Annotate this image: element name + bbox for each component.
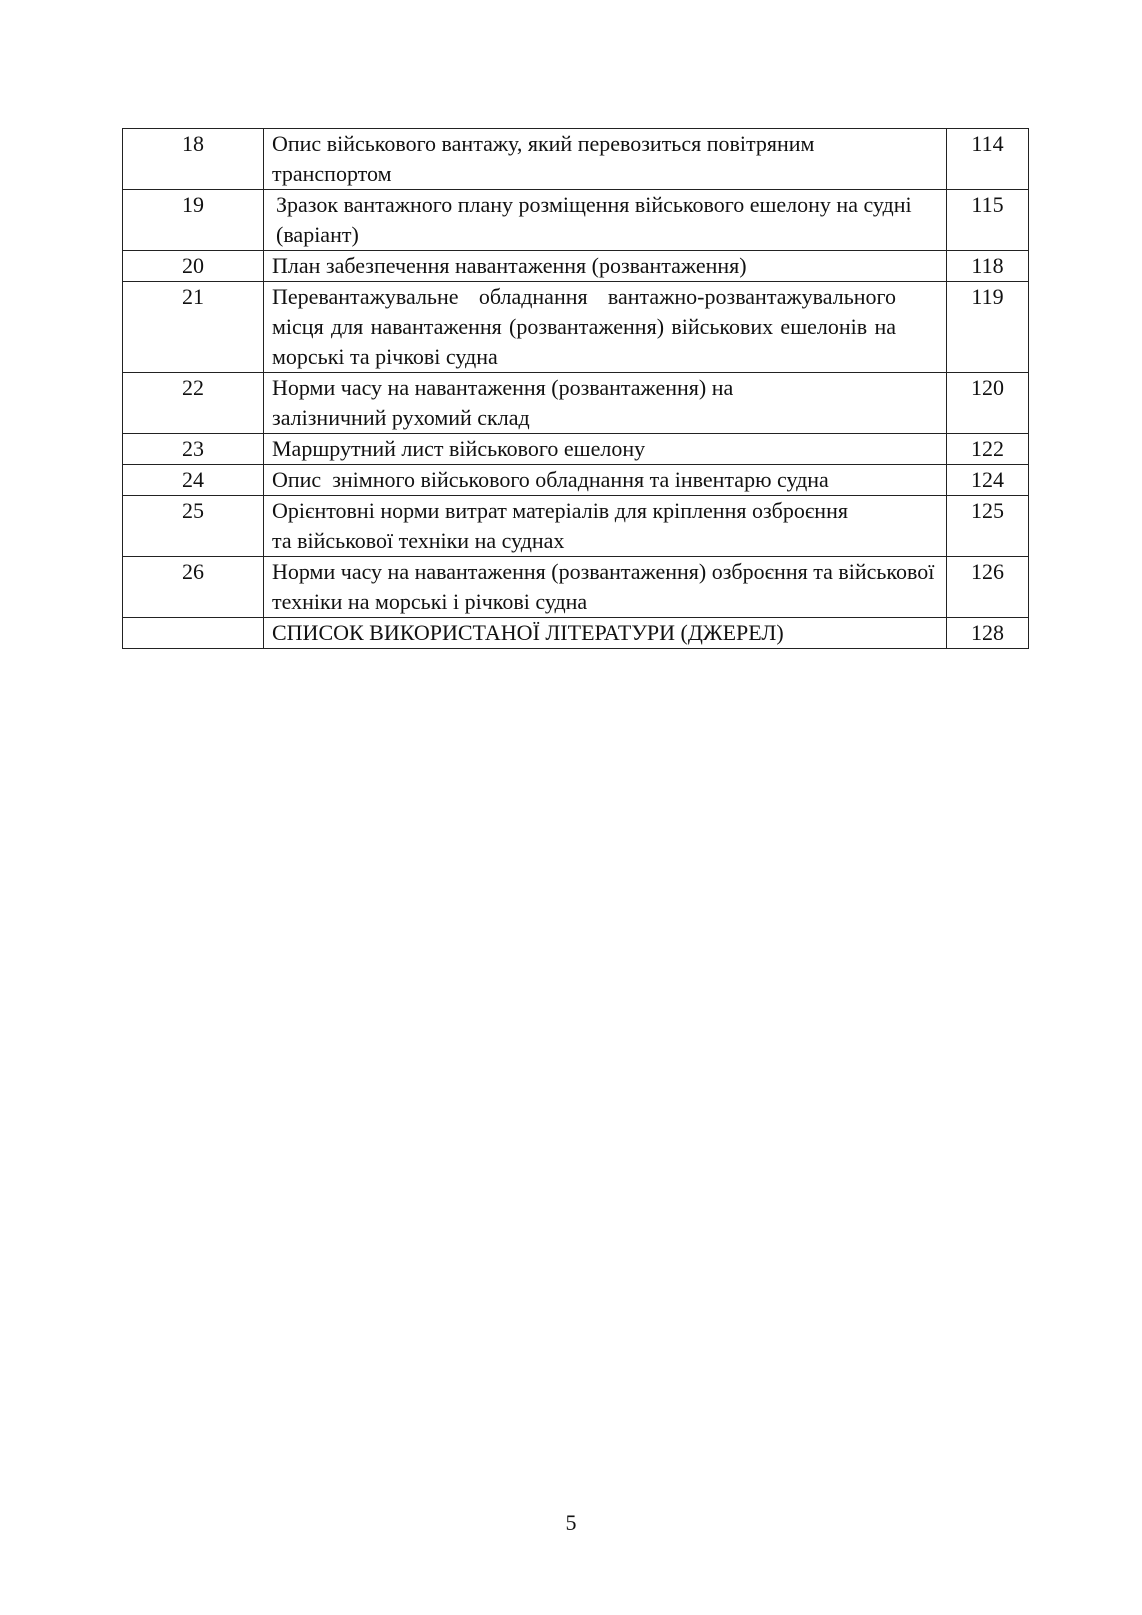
page-ref: 119 bbox=[947, 282, 1029, 373]
page-ref: 120 bbox=[947, 373, 1029, 434]
appendix-number: 19 bbox=[123, 190, 264, 251]
appendix-number: 22 bbox=[123, 373, 264, 434]
appendix-title: Опис військового вантажу, який перевозиться повітряним транспортом bbox=[264, 129, 947, 190]
page-ref: 118 bbox=[947, 251, 1029, 282]
page-ref: 124 bbox=[947, 465, 1029, 496]
table-of-contents bbox=[122, 128, 1029, 649]
page-ref: 126 bbox=[947, 557, 1029, 618]
appendix-title: Опис знімного військового обладнання та інвентарю судна bbox=[264, 465, 947, 496]
page-ref: 114 bbox=[947, 129, 1029, 190]
appendix-number: 18 bbox=[123, 129, 264, 190]
table-row bbox=[123, 557, 1029, 618]
table-row bbox=[123, 465, 1029, 496]
page-ref: 122 bbox=[947, 434, 1029, 465]
appendix-title: Перевантажувальне обладнання вантажно-розвантажувального місця для навантаження (розвантаження) військових ешелонів на морські та річкові судна bbox=[264, 282, 947, 373]
appendix-number: 25 bbox=[123, 496, 264, 557]
table-row bbox=[123, 129, 1029, 190]
page-ref: 128 bbox=[947, 618, 1029, 649]
appendix-title: План забезпечення навантаження (розвантаження) bbox=[264, 251, 947, 282]
appendix-number: 20 bbox=[123, 251, 264, 282]
appendix-title: Норми часу на навантаження (розвантаження) на залізничний рухомий склад bbox=[264, 373, 947, 434]
table-row bbox=[123, 251, 1029, 282]
appendix-title: Маршрутний лист військового ешелону bbox=[264, 434, 947, 465]
page-ref: 125 bbox=[947, 496, 1029, 557]
appendix-title: Норми часу на навантаження (розвантаження) озброєння та військової техніки на морські і річкові судна bbox=[264, 557, 947, 618]
appendix-title: СПИСОК ВИКОРИСТАНОЇ ЛІТЕРАТУРИ (ДЖЕРЕЛ) bbox=[264, 618, 947, 649]
table-row bbox=[123, 496, 1029, 557]
appendix-number: 21 bbox=[123, 282, 264, 373]
appendix-number: 24 bbox=[123, 465, 264, 496]
appendix-title: Орієнтовні норми витрат матеріалів для кріплення озброєння та військової техніки на суднах bbox=[264, 496, 947, 557]
appendix-number: 23 bbox=[123, 434, 264, 465]
table-row bbox=[123, 373, 1029, 434]
page-ref: 115 bbox=[947, 190, 1029, 251]
table-row bbox=[123, 618, 1029, 649]
table-row bbox=[123, 434, 1029, 465]
appendix-title: Зразок вантажного плану розміщення військового ешелону на судні (варіант) bbox=[264, 190, 947, 251]
table-row bbox=[123, 282, 1029, 373]
table-row bbox=[123, 190, 1029, 251]
page-number: 5 bbox=[565, 1510, 577, 1535]
appendix-number bbox=[123, 618, 264, 649]
appendix-number: 26 bbox=[123, 557, 264, 618]
